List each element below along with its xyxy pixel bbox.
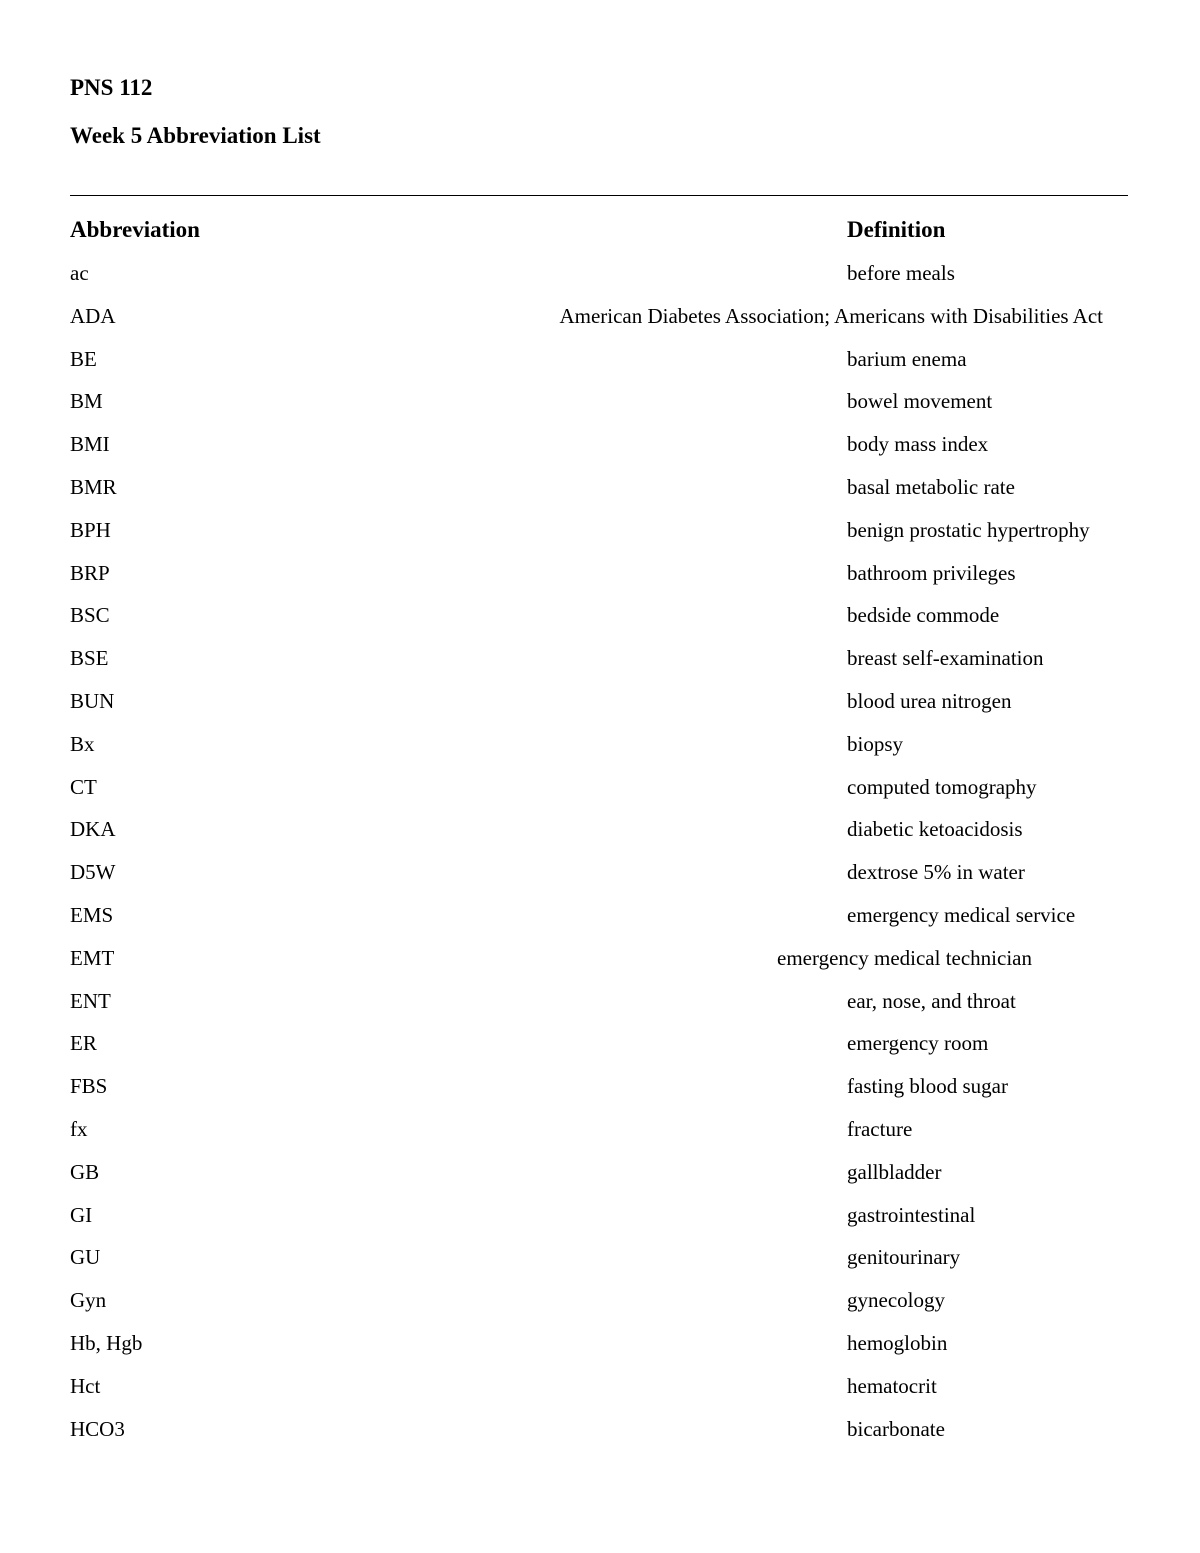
definition-cell: before meals <box>847 261 955 285</box>
table-row <box>0 1028 1200 1071</box>
table-row <box>0 515 1200 558</box>
abbreviation-cell: HCO3 <box>70 1416 125 1441</box>
table-row <box>0 386 1200 429</box>
definition-cell: blood urea nitrogen <box>847 688 1012 713</box>
abbreviation-cell: GB <box>70 1159 100 1184</box>
page-title: Week 5 Abbreviation List <box>70 123 321 148</box>
definition-cell: emergency medical technician <box>777 945 1032 970</box>
definition-cell: ear, nose, and throat <box>847 988 1016 1013</box>
table-row <box>0 1157 1200 1200</box>
definition-cell: bathroom privileges <box>847 560 1016 585</box>
table-row <box>0 1242 1200 1285</box>
table-row <box>0 772 1200 815</box>
header-divider <box>70 195 1128 196</box>
definition-cell: benign prostatic hypertrophy <box>847 517 1090 542</box>
abbreviation-cell: BMI <box>70 432 110 457</box>
abbreviation-table <box>0 258 1200 1456</box>
definition-cell: gynecology <box>847 1288 945 1313</box>
table-row <box>0 1328 1200 1371</box>
abbreviation-cell: BE <box>70 346 97 371</box>
abbreviation-cell: ER <box>70 1031 97 1056</box>
abbreviation-cell: BM <box>70 389 103 414</box>
course-title: PNS 112 <box>70 75 153 100</box>
table-row <box>0 429 1200 472</box>
definition-cell: barium enema <box>847 346 967 371</box>
definition-cell: bedside commode <box>847 603 1000 628</box>
table-header <box>0 215 1200 245</box>
abbreviation-cell: CT <box>70 774 97 799</box>
table-row <box>0 472 1200 515</box>
abbreviation-cell: Hb, Hgb <box>70 1330 143 1355</box>
abbreviation-cell: BRP <box>70 560 110 585</box>
abbreviation-cell: DKA <box>70 817 116 842</box>
abbreviation-cell: EMT <box>70 945 115 970</box>
definition-cell: gallbladder <box>847 1159 942 1184</box>
abbreviation-cell: Hct <box>70 1373 101 1398</box>
abbreviation-cell: BSE <box>70 646 109 671</box>
definition-cell: bowel movement <box>847 389 993 414</box>
definition-cell: genitourinary <box>847 1245 961 1270</box>
table-row <box>0 1285 1200 1328</box>
abbreviation-cell: BUN <box>70 688 115 713</box>
column-header-definition: Definition <box>847 217 946 242</box>
abbreviation-cell: FBS <box>70 1074 108 1099</box>
definition-cell: emergency room <box>847 1031 989 1056</box>
abbreviation-cell: BMR <box>70 474 117 499</box>
definition-cell: body mass index <box>847 432 989 457</box>
table-row <box>0 1414 1200 1457</box>
definition-cell: biopsy <box>847 731 904 756</box>
definition-cell: basal metabolic rate <box>847 474 1015 499</box>
definition-cell: computed tomography <box>847 774 1037 799</box>
table-row <box>0 558 1200 601</box>
table-row <box>0 344 1200 387</box>
abbreviation-cell: ENT <box>70 988 111 1013</box>
definition-cell: emergency medical service <box>847 902 1076 927</box>
table-row <box>0 643 1200 686</box>
abbreviation-cell: Bx <box>70 731 95 756</box>
abbreviation-cell: D5W <box>70 860 116 885</box>
definition-cell: diabetic ketoacidosis <box>847 817 1023 842</box>
table-row <box>0 1371 1200 1414</box>
table-row <box>0 1114 1200 1157</box>
abbreviation-cell: Gyn <box>70 1288 107 1313</box>
table-row <box>0 1071 1200 1114</box>
definition-cell: gastrointestinal <box>847 1202 976 1227</box>
table-row <box>0 986 1200 1029</box>
definition-cell: breast self-examination <box>847 646 1044 671</box>
table-row <box>0 600 1200 643</box>
abbreviation-cell: GU <box>70 1245 101 1270</box>
abbreviation-cell: ac <box>70 261 89 285</box>
definition-cell: American Diabetes Association; Americans with Disabilities Act <box>559 303 1103 328</box>
abbreviation-cell: fx <box>70 1116 88 1141</box>
table-row <box>0 301 1200 344</box>
abbreviation-cell: GI <box>70 1202 93 1227</box>
definition-cell: fasting blood sugar <box>847 1074 1008 1099</box>
definition-cell: hematocrit <box>847 1373 937 1398</box>
definition-cell: bicarbonate <box>847 1416 945 1441</box>
abbreviation-cell: BPH <box>70 517 111 542</box>
table-row <box>0 258 1200 301</box>
definition-cell: dextrose 5% in water <box>847 860 1025 885</box>
definition-cell: hemoglobin <box>847 1330 948 1355</box>
table-row <box>0 729 1200 772</box>
definition-cell: fracture <box>847 1116 913 1141</box>
column-header-abbreviation: Abbreviation <box>70 217 200 242</box>
table-row <box>0 686 1200 729</box>
table-row <box>0 814 1200 857</box>
abbreviation-cell: BSC <box>70 603 110 628</box>
abbreviation-cell: ADA <box>70 303 116 328</box>
table-row <box>0 943 1200 986</box>
table-row <box>0 857 1200 900</box>
abbreviation-cell: EMS <box>70 902 114 927</box>
table-row <box>0 900 1200 943</box>
table-row <box>0 1200 1200 1243</box>
